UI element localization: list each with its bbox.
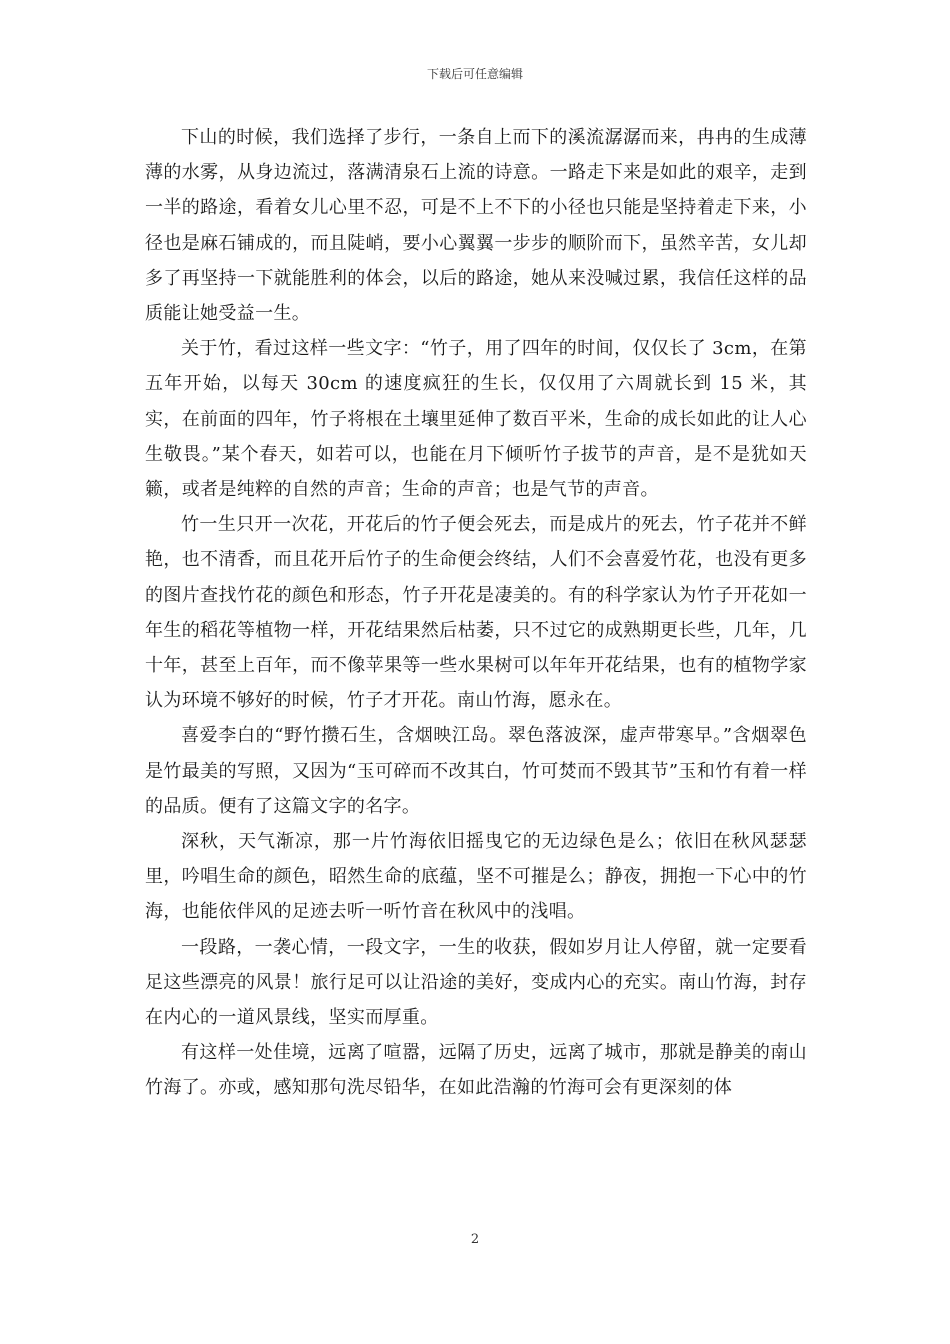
paragraph-late-autumn: 深秋，天气渐凉，那一片竹海依旧摇曳它的无边绿色是么；依旧在秋风瑟瑟里，吟唱生命的颜色，昭然生命的底蕴，坚不可摧是么；静夜，拥抱一下心中的竹海，也能依伴风的足迹去听一听竹音在秋风中的浅唱。 [145, 831, 807, 923]
paragraph-descending-mountain: 下山的时候，我们选择了步行，一条自上而下的溪流潺潺而来，冉冉的生成薄薄的水雾，从身边流过，落满清泉石上流的诗意。一路走下来是如此的艰辛，走到一半的路途，看着女儿心里不忍，可是不上不下的小径也只能是坚持着走下来，小径也是麻石铺成的，而且陡峭，要小心翼翼一步步的顺阶而下，虽然辛苦，女儿却多了再坚持一下就能胜利的体会，以后的路途，她从来没喊过累，我信任这样的品质能让她受益一生。 [145, 127, 807, 325]
document-body [145, 120, 807, 1106]
page-header: 下载后可任意编辑 [426, 67, 523, 81]
paragraph-bamboo-flowering: 竹一生只开一次花，开花后的竹子便会死去，而是成片的死去，竹子花并不鲜艳，也不清香，而且花开后竹子的生命便会终结，人们不会喜爱竹花，也没有更多的图片查找竹花的颜色和形态，竹子开花是凄美的。有的科学家认为竹子开花如一年生的稻花等植物一样，开花结果然后枯萎，只不过它的成熟期更长些，几年，几十年，甚至上百年，而不像苹果等一些水果树可以年年开花结果，也有的植物学家认为环境不够好的时候，竹子才开花。南山竹海，愿永在。 [145, 514, 807, 712]
page-number: 2 [470, 1232, 480, 1247]
paragraph-journey-reflection: 一段路，一袭心情，一段文字，一生的收获，假如岁月让人停留，就一定要看足这些漂亮的风景！旅行足可以让沿途的美好，变成内心的充实。南山竹海，封存在内心的一道风景线，坚实而厚重。 [145, 936, 807, 1029]
paragraph-li-bai-poem: 喜爱李白的“野竹攒石生，含烟映江岛。翠色落波深，虚声带寒早。”含烟翠色是竹最美的写照，又因为“玉可碎而不改其白，竹可焚而不毁其节”玉和竹有着一样的品质。便有了这篇文字的名字。 [145, 725, 807, 817]
paragraph-serene-place: 有这样一处佳境，远离了喧嚣，远隔了历史，远离了城市，那就是静美的南山竹海了。亦或，感知那句洗尽铅华，在如此浩瀚的竹海可会有更深刻的体 [145, 1042, 807, 1099]
paragraph-about-bamboo-growth: 关于竹，看过这样一些文字：“竹子，用了四年的时间，仅仅长了 3cm，在第五年开始，以每天 30cm 的速度疯狂的生长，仅仅用了六周就长到 15 米，其实，在前面的四年，竹子将根在土壤里延伸了数百平米，生命的成长如此的让人心生敬畏。”某个春天，如若可以，也能在月下倾听竹子拔节的声音，是不是犹如天籁，或者是纯粹的自然的声音；生命的声音；也是气节的声音。 [145, 338, 807, 501]
